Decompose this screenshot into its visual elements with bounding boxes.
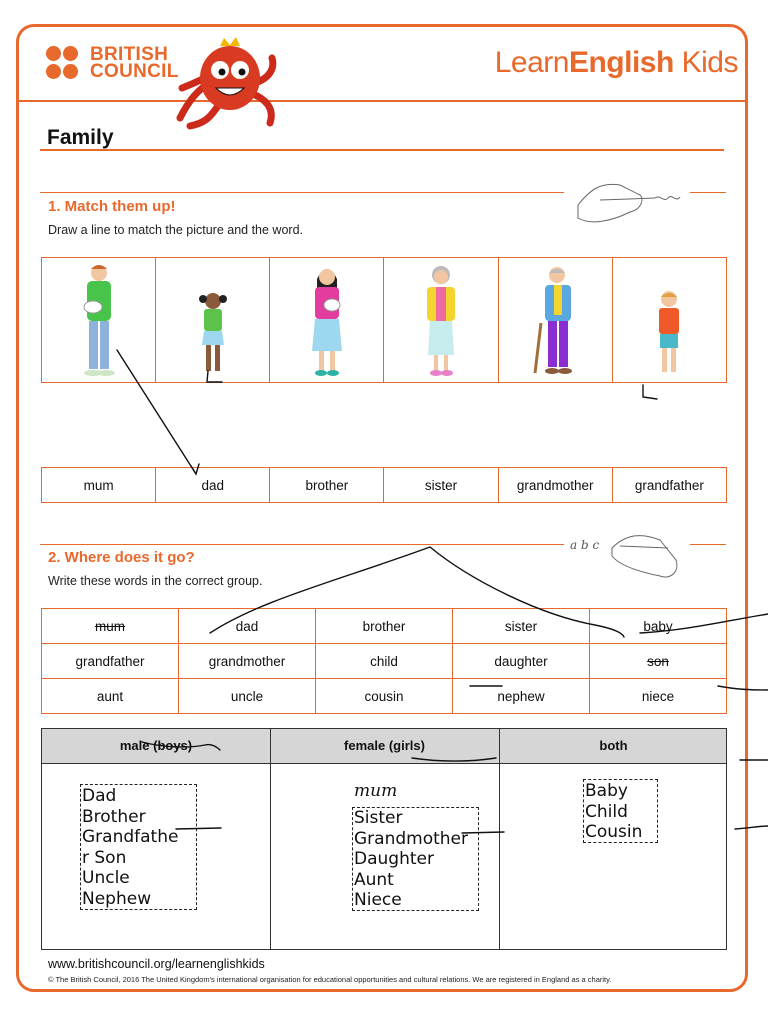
logo-line-2: COUNCIL: [90, 61, 179, 82]
section2-rule-left: [40, 544, 564, 545]
both-answer-2: Child: [585, 801, 628, 822]
word-cell-1[interactable]: mum: [42, 468, 156, 503]
female-answer-5: Niece: [354, 890, 402, 910]
logo-dots-icon: [46, 46, 84, 80]
section1-rule-right: [690, 192, 726, 193]
bank-daughter[interactable]: daughter: [453, 644, 590, 679]
picture-cell-6[interactable]: [612, 258, 726, 383]
footer-url[interactable]: www.britishcouncil.org/learnenglishkids: [48, 957, 265, 971]
word-cell-3[interactable]: brother: [270, 468, 384, 503]
male-answer-5: Uncle: [82, 868, 130, 888]
bank-son[interactable]: son: [590, 644, 727, 679]
brand-english: English: [568, 46, 674, 79]
footer-copyright: © The British Council, 2016 The United Kingdom's international organisation for educational opportunities and cultural relations. We are registered in England as a charity.: [48, 975, 612, 984]
word-cell-6[interactable]: grandfather: [612, 468, 726, 503]
column-divider-2: [499, 729, 500, 949]
picture-cell-5[interactable]: [498, 258, 612, 383]
word-bank-table: [41, 608, 727, 714]
bank-niece[interactable]: niece: [590, 679, 727, 714]
section1-rule-left: [40, 192, 564, 193]
male-answer-6: Nephew: [82, 888, 152, 909]
section2-title: 2. Where does it go?: [48, 549, 195, 566]
bank-nephew[interactable]: nephew: [453, 679, 590, 714]
learnenglish-kids-logo: [495, 46, 738, 80]
brand-kids: Kids: [673, 46, 738, 79]
words-row: [41, 467, 727, 503]
british-council-logo: [46, 46, 179, 80]
boy-icon: [649, 289, 689, 379]
picture-cell-2[interactable]: [156, 258, 270, 383]
bank-dad[interactable]: dad: [179, 609, 316, 644]
male-answer-2: Brother: [82, 806, 146, 827]
header-both: both: [599, 738, 628, 753]
female-extra-answer: mum: [354, 781, 398, 801]
pictures-row: [41, 257, 727, 383]
male-answers: [82, 786, 178, 909]
bank-child[interactable]: child: [316, 644, 453, 679]
female-answer-1: Sister: [354, 808, 403, 828]
bank-aunt[interactable]: aunt: [42, 679, 179, 714]
word-cell-2[interactable]: dad: [156, 468, 270, 503]
logo-line-1: BRITISH: [90, 44, 169, 65]
section2-instruction: Write these words in the correct group.: [48, 574, 263, 588]
section1-instruction: Draw a line to match the picture and the word.: [48, 223, 303, 237]
word-cell-4[interactable]: sister: [384, 468, 498, 503]
title-underline: [40, 149, 724, 151]
word-cell-5[interactable]: grandmother: [498, 468, 612, 503]
bank-mum[interactable]: mum: [42, 609, 179, 644]
header-divider: [17, 100, 747, 102]
bank-baby[interactable]: baby: [590, 609, 727, 644]
male-answer-3: Grandfathe: [82, 827, 179, 847]
both-answer-1: Baby: [585, 781, 628, 801]
section2-rule-right: [690, 544, 726, 545]
brand-learn: Learn: [494, 46, 569, 79]
woman-holding-baby-icon: [302, 263, 352, 379]
header-female: female (girls): [344, 738, 425, 753]
female-answers: [354, 808, 468, 911]
bank-sister[interactable]: sister: [453, 609, 590, 644]
female-answer-2: Grandmother: [354, 828, 468, 849]
bank-grandmother[interactable]: grandmother: [179, 644, 316, 679]
bank-uncle[interactable]: uncle: [179, 679, 316, 714]
bank-grandfather[interactable]: grandfather: [42, 644, 179, 679]
male-answer-1: Dad: [82, 786, 117, 806]
grandmother-icon: [416, 263, 466, 379]
picture-cell-4[interactable]: [384, 258, 498, 383]
picture-cell-3[interactable]: [270, 258, 384, 383]
both-answers: [585, 781, 642, 843]
female-answer-4: Aunt: [354, 869, 394, 890]
bank-cousin[interactable]: cousin: [316, 679, 453, 714]
male-answer-4: r Son: [82, 847, 127, 868]
page-title: Family: [47, 126, 114, 149]
header-male: male (boys): [119, 738, 193, 753]
section1-title: 1. Match them up!: [48, 198, 176, 215]
man-holding-baby-icon: [69, 261, 129, 379]
column-divider-1: [270, 729, 271, 949]
svg-text:a b c: a b c: [570, 538, 600, 552]
both-answer-3: Cousin: [585, 822, 643, 842]
bank-brother[interactable]: brother: [316, 609, 453, 644]
picture-cell-1[interactable]: [42, 258, 156, 383]
grandfather-with-cane-icon: [527, 263, 583, 379]
girl-icon: [191, 289, 235, 379]
female-answer-3: Daughter: [354, 849, 434, 869]
